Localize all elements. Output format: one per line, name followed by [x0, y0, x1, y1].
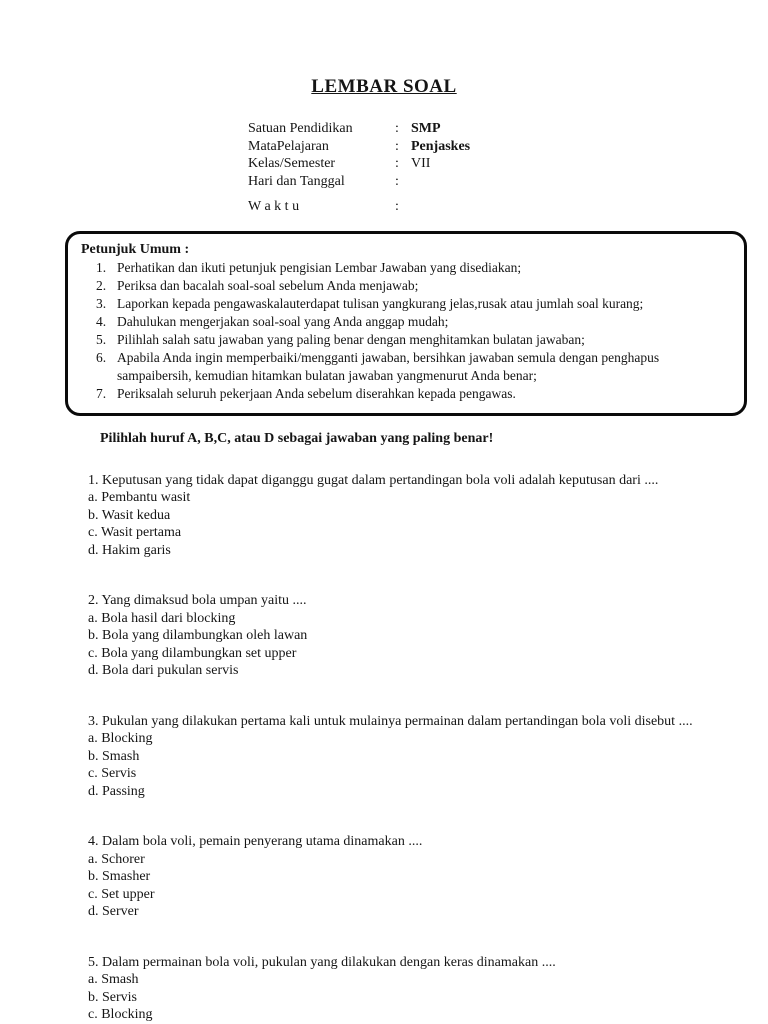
- option-b: b. Smash: [88, 748, 140, 764]
- option-d: d. Server: [88, 904, 139, 919]
- instruction-item: [81, 313, 728, 331]
- option-d: d. Bola dari pukulan servis: [88, 663, 239, 678]
- instruction-text: Dahulukan mengerjakan soal-soal yang Anda anggap mudah;: [117, 313, 449, 329]
- header-colon: :: [395, 199, 399, 214]
- instruction-number: 6.: [96, 349, 107, 365]
- instruction-text: Apabila Anda ingin memperbaiki/mengganti jawaban, bersihkan jawaban semula dengan penghapus sampaibersih, kemudian hitamkan bulatan jawaban yangmenurut Anda benar;: [117, 349, 660, 383]
- instructions-box: [65, 231, 747, 416]
- header-colon: :: [395, 121, 399, 136]
- option-c: c. Set upper: [88, 886, 155, 902]
- header-label: Hari dan Tanggal: [248, 173, 345, 189]
- instruction-item: [81, 331, 728, 349]
- header-label: MataPelajaran: [248, 138, 329, 154]
- option-c: c. Servis: [88, 766, 137, 781]
- header-colon: :: [395, 156, 399, 171]
- instruction-text: Laporkan kepada pengawaskalauterdapat tulisan yangkurang jelas,rusak atau jumlah soal kurang;: [117, 295, 644, 311]
- instruction-item: [81, 277, 728, 295]
- header-row-hari-tanggal: [248, 173, 768, 191]
- instruction-item: [81, 349, 728, 385]
- option-c: c. Wasit pertama: [88, 525, 182, 540]
- header-label: W a k t u: [248, 199, 300, 214]
- option-c: c. Blocking: [88, 1007, 153, 1022]
- question-text: 5. Dalam permainan bola voli, pukulan yang dilakukan dengan keras dinamakan ....: [88, 954, 556, 970]
- option-a: a. Bola hasil dari blocking: [88, 610, 236, 626]
- instruction-number: 4.: [96, 313, 107, 329]
- option-b: b. Smasher: [88, 869, 151, 884]
- question-text: 4. Dalam bola voli, pemain penyerang utama dinamakan ....: [88, 834, 423, 849]
- question-text: 1. Keputusan yang tidak dapat diganggu gugat dalam pertandingan bola voli adalah keputusan dari ....: [88, 472, 659, 488]
- question-4: [88, 833, 740, 921]
- option-a: a. Schorer: [88, 851, 145, 867]
- page-title: LEMBAR SOAL: [311, 76, 457, 97]
- header-colon: :: [395, 138, 399, 154]
- instruction-number: 5.: [96, 331, 107, 347]
- exam-header: [248, 120, 768, 216]
- option-a: a. Pembantu wasit: [88, 490, 191, 505]
- question-list: [88, 472, 740, 1024]
- instruction-text: Periksa dan bacalah soal-soal sebelum Anda menjawab;: [117, 277, 419, 293]
- option-b: b. Wasit kedua: [88, 507, 171, 523]
- answer-prompt: Pilihlah huruf A, B,C, atau D sebagai jawaban yang paling benar!: [100, 430, 494, 446]
- instruction-item: [81, 259, 728, 277]
- question-5: [88, 954, 740, 1024]
- header-value: VII: [411, 156, 431, 171]
- question-text: 3. Pukulan yang dilakukan pertama kali untuk mulainya permainan dalam pertandingan bola voli disebut ....: [88, 713, 693, 729]
- instruction-text: Perhatikan dan ikuti petunjuk pengisian Lembar Jawaban yang disediakan;: [117, 259, 522, 275]
- header-value: Penjaskes: [411, 138, 471, 154]
- header-value: SMP: [411, 121, 441, 136]
- instruction-item: [81, 385, 728, 403]
- instruction-item: [81, 295, 728, 313]
- question-2: [88, 592, 740, 680]
- header-row-kelas-semester: [248, 155, 768, 173]
- option-a: a. Blocking: [88, 731, 153, 746]
- option-b: b. Bola yang dilambungkan oleh lawan: [88, 628, 308, 643]
- option-a: a. Smash: [88, 972, 139, 987]
- option-b: b. Servis: [88, 989, 137, 1005]
- option-c: c. Bola yang dilambungkan set upper: [88, 645, 297, 661]
- option-d: d. Hakim garis: [88, 542, 171, 558]
- instruction-text: Periksalah seluruh pekerjaan Anda sebelum diserahkan kepada pengawas.: [117, 385, 516, 401]
- option-d: d. Passing: [88, 783, 145, 799]
- question-3: [88, 713, 740, 801]
- instruction-number: 2.: [96, 277, 107, 293]
- header-row-waktu: [248, 198, 768, 216]
- header-label: Satuan Pendidikan: [248, 121, 353, 136]
- instructions-heading: Petunjuk Umum :: [81, 241, 190, 257]
- instruction-number: 7.: [96, 385, 107, 401]
- question-1: [88, 472, 740, 560]
- question-text: 2. Yang dimaksud bola umpan yaitu ....: [88, 593, 307, 608]
- instruction-number: 1.: [96, 259, 107, 275]
- instruction-text: Pilihlah salah satu jawaban yang paling benar dengan menghitamkan bulatan jawaban;: [117, 331, 585, 347]
- instruction-number: 3.: [96, 295, 107, 311]
- header-label: Kelas/Semester: [248, 156, 336, 171]
- header-colon: :: [395, 173, 399, 189]
- header-row-mata-pelajaran: [248, 138, 768, 156]
- header-row-satuan-pendidikan: [248, 120, 768, 138]
